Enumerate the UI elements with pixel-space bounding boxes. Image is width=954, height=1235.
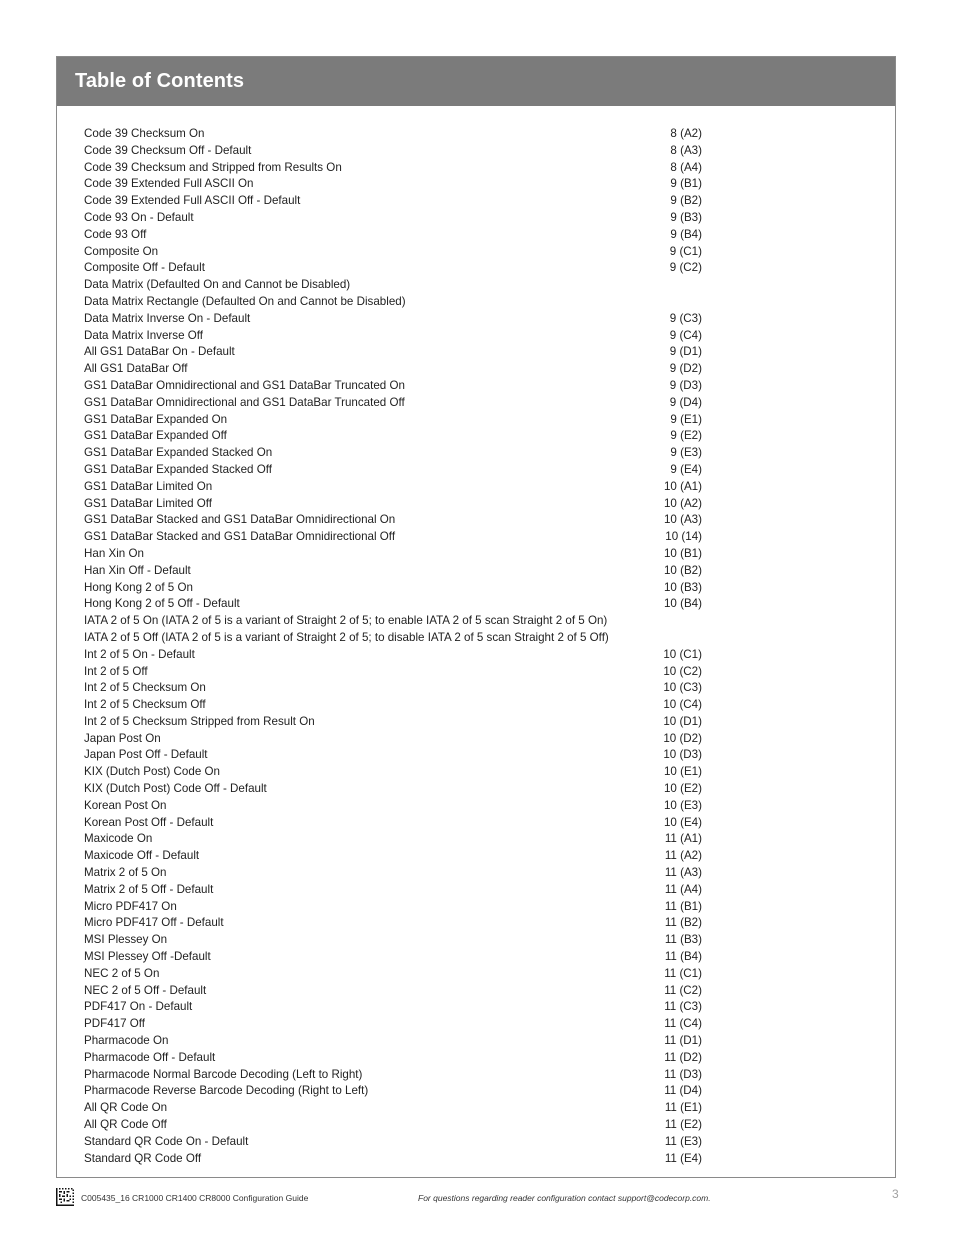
toc-entry-title: Code 93 Off [84,227,147,241]
toc-entry-title: Code 93 On - Default [84,210,194,224]
toc-entry-page: 9 (B2) [669,193,702,210]
toc-entry[interactable] [84,176,702,193]
toc-entry[interactable] [84,983,702,1000]
toc-entry-page: 11 (D1) [663,1033,702,1050]
toc-entry-title: Han Xin Off - Default [84,563,191,577]
toc-entry[interactable] [84,294,702,311]
toc-entry-title: Int 2 of 5 Checksum On [84,681,206,695]
toc-entry[interactable] [84,244,702,261]
toc-entry-page: 9 (C2) [669,260,702,277]
toc-entry[interactable] [84,580,702,597]
toc-entry[interactable] [84,781,702,798]
toc-entry-page: 9 (E3) [669,445,702,462]
toc-entry-title: Hong Kong 2 of 5 On [84,580,193,594]
toc-entry[interactable] [84,630,702,647]
toc-entry[interactable] [84,126,702,143]
toc-entry[interactable] [84,1151,702,1168]
toc-entry-title: PDF417 On - Default [84,1000,193,1014]
toc-entry-title: Int 2 of 5 Off [84,664,148,678]
toc-entry-page: 10 (B1) [663,546,702,563]
toc-entry-page: 11 (A2) [664,848,702,865]
toc-entry-page: 10 (B3) [663,580,702,597]
toc-entry-page: 10 (A3) [663,512,702,529]
toc-entry[interactable] [84,1134,702,1151]
toc-entry-page: 11 (B1) [664,899,702,916]
toc-entry-title: All QR Code Off [84,1118,167,1132]
toc-entry-page: 9 (B3) [669,210,702,227]
toc-entry[interactable] [84,664,702,681]
toc-entry-page: 9 (D1) [669,344,702,361]
toc-entry[interactable] [84,731,702,748]
toc-entry-title: Matrix 2 of 5 On [84,866,167,880]
toc-entry-page: 10 (C4) [662,697,702,714]
toc-entry[interactable] [84,747,702,764]
page-number: 3 [892,1187,899,1201]
toc-entry-page: 9 (D2) [669,361,702,378]
toc-entry-page: 10 (C1) [662,647,702,664]
footer-document-id: C005435_16 CR1000 CR1400 CR8000 Configuration Guide [81,1193,309,1203]
toc-entry-title: GS1 DataBar Limited Off [84,496,213,510]
toc-entry-title: GS1 DataBar Stacked and GS1 DataBar Omnidirectional On [84,513,396,527]
toc-entry-title: Standard QR Code Off [84,1151,202,1165]
toc-entry[interactable] [84,815,702,832]
toc-entry-title: GS1 DataBar Expanded Off [84,429,227,443]
toc-entry-page: 11 (A1) [664,831,702,848]
toc-entry-title: IATA 2 of 5 On (IATA 2 of 5 is a variant of Straight 2 of 5; to enable IATA 2 of 5 scan Straight 2 of 5 On) [84,614,608,628]
toc-entry-page: 10 (E4) [663,815,702,832]
toc-entry-page: 11 (E4) [664,1151,702,1168]
toc-entry[interactable] [84,378,702,395]
toc-entry-page: 11 (E2) [664,1117,702,1134]
toc-entry[interactable] [84,546,702,563]
page-title: Table of Contents [57,57,895,106]
toc-entry-title: GS1 DataBar Limited On [84,479,213,493]
toc-entry[interactable] [84,848,702,865]
toc-entry-page: 9 (C4) [669,328,702,345]
toc-entry-page: 10 (E1) [663,764,702,781]
toc-entry-title: Micro PDF417 Off - Default [84,916,224,930]
toc-entry-title: KIX (Dutch Post) Code On [84,765,220,779]
toc-entry-title: Japan Post On [84,731,161,745]
toc-entry-title: MSI Plessey On [84,933,168,947]
toc-entry[interactable] [84,328,702,345]
toc-entry-title: IATA 2 of 5 Off (IATA 2 of 5 is a variant of Straight 2 of 5; to disable IATA 2 of 5 scan Straight 2 of 5 Off) [84,630,609,644]
toc-entry-page: 11 (C1) [663,966,702,983]
toc-entry-title: All GS1 DataBar On - Default [84,345,235,359]
toc-entry-page: 10 (B4) [663,596,702,613]
toc-entry[interactable] [84,613,702,630]
toc-entry-page: 10 (D1) [662,714,702,731]
toc-entry-page: 9 (C3) [669,311,702,328]
toc-entry[interactable] [84,311,702,328]
toc-entry-title: Pharmacode Normal Barcode Decoding (Left to Right) [84,1067,363,1081]
toc-entry-page: 9 (D3) [669,378,702,395]
toc-entry-page: 9 (E1) [669,412,702,429]
toc-entry-title: Composite On [84,244,159,258]
toc-entry[interactable] [84,680,702,697]
toc-entry-page: 11 (A3) [664,865,702,882]
toc-entry[interactable] [84,344,702,361]
toc-entry[interactable] [84,160,702,177]
toc-entry[interactable] [84,1100,702,1117]
toc-entry[interactable] [84,529,702,546]
toc-entry-title: Pharmacode Off - Default [84,1050,216,1064]
toc-entry-page: 11 (C3) [663,999,702,1016]
toc-entry-page: 10 (C3) [662,680,702,697]
toc-entry-title: All QR Code On [84,1101,168,1115]
toc-entry[interactable] [84,966,702,983]
footer-contact-note: For questions regarding reader configuration contact support@codecorp.com. [418,1193,711,1203]
toc-entry-page: 11 (D2) [663,1050,702,1067]
toc-entry-title: Korean Post Off - Default [84,815,214,829]
toc-entry-page: 9 (B1) [669,176,702,193]
toc-entry-title: Data Matrix Rectangle (Defaulted On and Cannot be Disabled) [84,294,406,308]
toc-entry[interactable] [84,1117,702,1134]
toc-entry-page: 9 (B4) [669,227,702,244]
toc-entry-page: 11 (E1) [664,1100,702,1117]
toc-entry-page: 11 (C2) [663,983,702,1000]
toc-entry[interactable] [84,596,702,613]
toc-entry-page: 11 (D4) [663,1083,702,1100]
toc-entry[interactable] [84,764,702,781]
toc-entry[interactable] [84,999,702,1016]
toc-entry[interactable] [84,882,702,899]
toc-entry-page: 9 (E4) [669,462,702,479]
toc-entry-page: 10 (A2) [663,496,702,513]
toc-entry-title: Int 2 of 5 Checksum Off [84,698,206,712]
toc-entry[interactable] [84,479,702,496]
toc-entry-page: 10 (D2) [662,731,702,748]
toc-entry[interactable] [84,714,702,731]
toc-entry-page: 10 (D3) [662,747,702,764]
toc-entry-page: 11 (A4) [664,882,702,899]
toc-entry-page: 11 (D3) [663,1067,702,1084]
toc-entry-page: 11 (E3) [664,1134,702,1151]
toc-entry-title: PDF417 Off [84,1017,146,1031]
footer [56,1188,906,1212]
toc-entry-page: 11 (C4) [663,1016,702,1033]
toc-entry-title: GS1 DataBar Omnidirectional and GS1 DataBar Truncated On [84,378,405,392]
toc-entry[interactable] [84,932,702,949]
toc-entry-title: GS1 DataBar Expanded On [84,412,228,426]
toc-entry-title: Code 39 Checksum On [84,127,205,140]
toc-entry-title: Composite Off - Default [84,261,205,275]
toc-entry-page: 10 (B2) [663,563,702,580]
toc-entry-page: 10 (C2) [662,664,702,681]
toc-entry[interactable] [84,899,702,916]
toc-entry-title: Code 39 Extended Full ASCII On [84,177,254,191]
toc-entry-page: 9 (C1) [669,244,702,261]
toc-entry-title: Code 39 Checksum and Stripped from Results On [84,160,342,174]
toc-entry[interactable] [84,227,702,244]
toc-entry-title: Han Xin On [84,546,144,560]
toc-entry-title: GS1 DataBar Expanded Stacked Off [84,462,272,476]
toc-entry[interactable] [84,496,702,513]
toc-entry-page: 10 (E2) [663,781,702,798]
toc-entry-title: Maxicode Off - Default [84,849,200,863]
toc-entry[interactable] [84,697,702,714]
toc-entry[interactable] [84,143,702,160]
toc-entry-title: Japan Post Off - Default [84,748,208,762]
toc-entry-title: GS1 DataBar Expanded Stacked On [84,446,273,460]
toc-entry[interactable] [84,1050,702,1067]
toc-entry-title: Data Matrix (Defaulted On and Cannot be Disabled) [84,278,351,292]
toc-entry-title: Code 39 Checksum Off - Default [84,143,252,157]
toc-entry[interactable] [84,915,702,932]
datamatrix-code-icon [56,1188,74,1206]
toc-entry-title: Maxicode On [84,832,153,846]
toc-entry[interactable] [84,260,702,277]
toc-entry-page: 9 (E2) [669,428,702,445]
toc-entry[interactable] [84,193,702,210]
toc-entry-title: Standard QR Code On - Default [84,1134,249,1148]
toc-entry-page: 9 (D4) [669,395,702,412]
toc-entry-title: Hong Kong 2 of 5 Off - Default [84,597,240,611]
toc-entry-title: Int 2 of 5 Checksum Stripped from Result On [84,714,315,728]
toc-entry[interactable] [84,1033,702,1050]
toc-entry[interactable] [84,831,702,848]
toc-entry-title: Korean Post On [84,798,167,812]
toc-entry[interactable] [84,798,702,815]
toc-entry-title: Code 39 Extended Full ASCII Off - Default [84,194,301,208]
toc-entry[interactable] [84,1067,702,1084]
toc-entry[interactable] [84,1016,702,1033]
toc-entry[interactable] [84,445,702,462]
toc-entry-page: 10 (A1) [663,479,702,496]
toc-entry-page: 11 (B2) [664,915,702,932]
toc-entry-title: NEC 2 of 5 Off - Default [84,983,207,997]
toc-entry[interactable] [84,210,702,227]
toc-entry-page: 8 (A2) [669,126,702,143]
toc-entry[interactable] [84,428,702,445]
toc-entry[interactable] [84,949,702,966]
toc-entry-title: Pharmacode Reverse Barcode Decoding (Right to Left) [84,1084,369,1098]
toc-entry-title: MSI Plessey Off -Default [84,950,211,964]
toc-list [84,126,702,1167]
toc-entry[interactable] [84,647,702,664]
toc-entry-title: Data Matrix Inverse Off [84,328,203,342]
toc-entry-page: 10 (14) [664,529,702,546]
toc-entry[interactable] [84,361,702,378]
toc-entry[interactable] [84,462,702,479]
toc-entry-title: Data Matrix Inverse On - Default [84,311,251,325]
toc-entry-page: 10 (E3) [663,798,702,815]
toc-entry-title: Micro PDF417 On [84,899,177,913]
toc-entry-title: Matrix 2 of 5 Off - Default [84,882,214,896]
toc-entry[interactable] [84,512,702,529]
toc-entry[interactable] [84,277,702,294]
toc-entry-page: 8 (A4) [669,160,702,177]
toc-entry[interactable] [84,412,702,429]
toc-entry-page: 8 (A3) [669,143,702,160]
toc-entry[interactable] [84,865,702,882]
toc-entry-title: Pharmacode On [84,1034,169,1048]
toc-frame [56,56,896,1178]
toc-entry-page: 11 (B3) [664,932,702,949]
toc-entry-title: GS1 DataBar Omnidirectional and GS1 DataBar Truncated Off [84,395,405,409]
toc-entry-title: GS1 DataBar Stacked and GS1 DataBar Omnidirectional Off [84,530,396,544]
toc-entry-title: All GS1 DataBar Off [84,362,188,376]
toc-entry[interactable] [84,1083,702,1100]
toc-entry-title: KIX (Dutch Post) Code Off - Default [84,782,267,796]
toc-entry-title: NEC 2 of 5 On [84,966,160,980]
toc-entry[interactable] [84,563,702,580]
toc-entry-page: 11 (B4) [664,949,702,966]
toc-entry-title: Int 2 of 5 On - Default [84,647,195,661]
toc-entry[interactable] [84,395,702,412]
